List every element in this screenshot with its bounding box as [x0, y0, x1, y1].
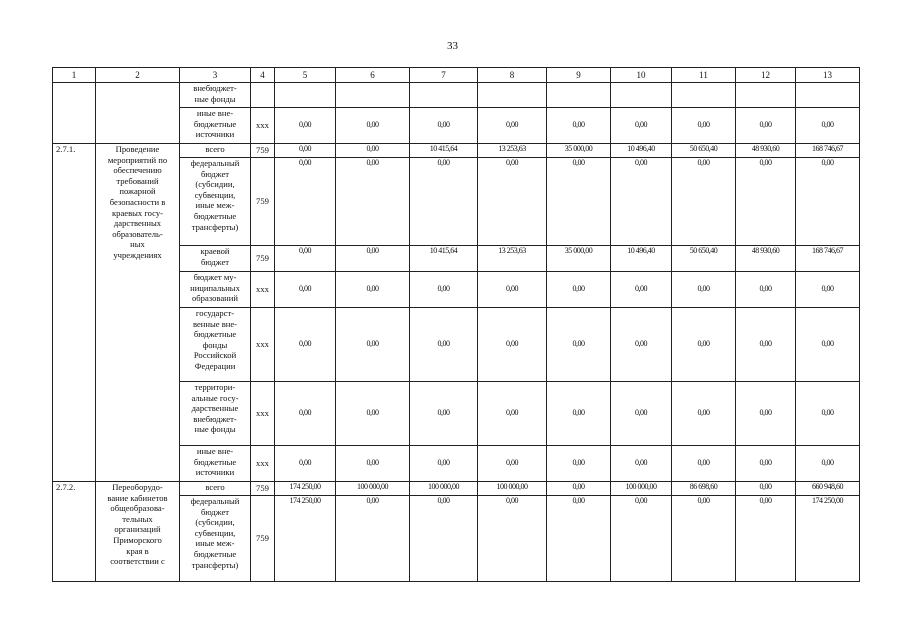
header-cell: 9	[547, 68, 611, 83]
table-row	[53, 144, 860, 158]
code-cell: xxx	[251, 308, 275, 382]
value-cell: 168 746,67	[796, 144, 860, 158]
value-cell: 35 000,00	[547, 246, 611, 272]
value-cell: 0,00	[275, 246, 336, 272]
value-cell: 0,00	[796, 108, 860, 144]
code-cell: 759	[251, 246, 275, 272]
value-cell: 0,00	[478, 382, 547, 446]
value-cell: 0,00	[336, 144, 410, 158]
header-cell: 7	[410, 68, 478, 83]
value-cell: 0,00	[410, 382, 478, 446]
value-cell: 0,00	[796, 158, 860, 246]
value-cell: 0,00	[736, 382, 796, 446]
value-cell: 0,00	[547, 482, 611, 496]
value-cell: 0,00	[672, 496, 736, 582]
value-cell: 0,00	[736, 108, 796, 144]
funding-source: всего	[180, 144, 251, 158]
funding-source: федеральный бюджет (субсидии, субвенции, иные меж- бюджетные трансферты)	[180, 496, 251, 582]
value-cell: 0,00	[736, 482, 796, 496]
funding-source: бюджет му- ниципальных образований	[180, 272, 251, 308]
value-cell: 660 948,60	[796, 482, 860, 496]
value-cell: 10 415,64	[410, 144, 478, 158]
funding-source: иные вне- бюджетные источники	[180, 446, 251, 482]
value-cell: 0,00	[336, 108, 410, 144]
code-cell: 759	[251, 496, 275, 582]
value-cell: 0,00	[410, 308, 478, 382]
value-cell: 0,00	[672, 446, 736, 482]
value-cell: 100 000,00	[611, 482, 672, 496]
value-cell: 174 250,00	[275, 496, 336, 582]
value-cell: 0,00	[478, 158, 547, 246]
value-cell: 0,00	[275, 272, 336, 308]
value-cell: 0,00	[672, 158, 736, 246]
value-cell: 0,00	[547, 382, 611, 446]
value-cell: 0,00	[478, 108, 547, 144]
empty-cell	[53, 83, 96, 144]
value-cell: 0,00	[410, 446, 478, 482]
funding-source: краевой бюджет	[180, 246, 251, 272]
header-cell: 8	[478, 68, 547, 83]
value-cell: 0,00	[336, 496, 410, 582]
funding-source: территори- альные госу- дарственные внебюджет- ные фонды	[180, 382, 251, 446]
value-cell: 10 496,40	[611, 144, 672, 158]
value-cell: 0,00	[736, 158, 796, 246]
value-cell: 0,00	[796, 382, 860, 446]
value-cell: 48 930,60	[736, 246, 796, 272]
value-cell: 0,00	[478, 272, 547, 308]
value-cell: 0,00	[611, 108, 672, 144]
value-cell: 100 000,00	[478, 482, 547, 496]
value-cell: 0,00	[547, 272, 611, 308]
value-cell: 0,00	[336, 158, 410, 246]
value-cell: 0,00	[736, 272, 796, 308]
value-cell	[796, 83, 860, 108]
value-cell: 0,00	[275, 108, 336, 144]
value-cell: 0,00	[672, 272, 736, 308]
code-cell: 759	[251, 482, 275, 496]
budget-table	[52, 67, 860, 582]
header-cell: 12	[736, 68, 796, 83]
value-cell: 0,00	[547, 108, 611, 144]
value-cell: 10 415,64	[410, 246, 478, 272]
value-cell: 100 000,00	[336, 482, 410, 496]
value-cell: 86 698,60	[672, 482, 736, 496]
value-cell	[547, 83, 611, 108]
value-cell	[275, 83, 336, 108]
value-cell: 0,00	[611, 496, 672, 582]
empty-cell	[96, 83, 180, 144]
value-cell: 0,00	[796, 446, 860, 482]
value-cell: 0,00	[736, 446, 796, 482]
value-cell: 0,00	[547, 158, 611, 246]
page-number: 33	[447, 40, 458, 52]
funding-source: иные вне- бюджетные источники	[180, 108, 251, 144]
code-cell: xxx	[251, 108, 275, 144]
value-cell: 0,00	[672, 308, 736, 382]
value-cell: 0,00	[547, 308, 611, 382]
value-cell: 0,00	[672, 108, 736, 144]
value-cell: 100 000,00	[410, 482, 478, 496]
section-number: 2.7.1.	[53, 144, 96, 482]
value-cell: 0,00	[336, 308, 410, 382]
code-cell: 759	[251, 158, 275, 246]
value-cell	[336, 83, 410, 108]
value-cell: 0,00	[478, 308, 547, 382]
code-cell: xxx	[251, 272, 275, 308]
value-cell: 0,00	[796, 308, 860, 382]
code-cell: 759	[251, 144, 275, 158]
value-cell: 0,00	[547, 496, 611, 582]
value-cell: 0,00	[336, 272, 410, 308]
value-cell: 0,00	[275, 446, 336, 482]
value-cell: 0,00	[547, 446, 611, 482]
value-cell: 13 253,63	[478, 246, 547, 272]
value-cell: 174 250,00	[275, 482, 336, 496]
value-cell: 0,00	[410, 272, 478, 308]
value-cell: 0,00	[611, 446, 672, 482]
header-cell: 11	[672, 68, 736, 83]
value-cell: 168 746,67	[796, 246, 860, 272]
value-cell: 0,00	[275, 144, 336, 158]
header-cell: 3	[180, 68, 251, 83]
value-cell: 0,00	[796, 272, 860, 308]
value-cell: 13 253,63	[478, 144, 547, 158]
value-cell: 0,00	[336, 382, 410, 446]
header-cell: 13	[796, 68, 860, 83]
header-cell: 4	[251, 68, 275, 83]
value-cell: 50 650,40	[672, 246, 736, 272]
value-cell: 0,00	[672, 382, 736, 446]
value-cell: 35 000,00	[547, 144, 611, 158]
value-cell	[410, 83, 478, 108]
value-cell	[672, 83, 736, 108]
header-cell: 1	[53, 68, 96, 83]
header-cell: 5	[275, 68, 336, 83]
value-cell: 0,00	[478, 446, 547, 482]
value-cell	[478, 83, 547, 108]
value-cell	[736, 83, 796, 108]
value-cell: 174 250,00	[796, 496, 860, 582]
funding-source: государст- венные вне- бюджетные фонды Российской Федерации	[180, 308, 251, 382]
value-cell: 0,00	[410, 108, 478, 144]
value-cell: 0,00	[611, 382, 672, 446]
header-cell: 6	[336, 68, 410, 83]
table-row	[53, 482, 860, 496]
value-cell: 0,00	[611, 308, 672, 382]
section-number: 2.7.2.	[53, 482, 96, 582]
value-cell: 50 650,40	[672, 144, 736, 158]
value-cell: 0,00	[410, 496, 478, 582]
header-row	[53, 68, 860, 83]
header-cell: 10	[611, 68, 672, 83]
funding-source: всего	[180, 482, 251, 496]
value-cell: 48 930,60	[736, 144, 796, 158]
value-cell: 0,00	[736, 308, 796, 382]
value-cell: 0,00	[275, 308, 336, 382]
section-title: Проведение мероприятий по обеспечению требований пожарной безопасности в краевых госу- дарственных образователь- ных учреждениях	[96, 144, 180, 482]
funding-source: внебюджет- ные фонды	[180, 83, 251, 108]
value-cell	[611, 83, 672, 108]
funding-source: федеральный бюджет (субсидии, субвенции, иные меж- бюджетные трансферты)	[180, 158, 251, 246]
header-cell: 2	[96, 68, 180, 83]
value-cell: 0,00	[478, 496, 547, 582]
value-cell: 0,00	[336, 246, 410, 272]
section-title: Переоборудо- вание кабинетов общеобразова- тельных организаций Приморского края в соответствии с	[96, 482, 180, 582]
code-cell	[251, 83, 275, 108]
code-cell: xxx	[251, 382, 275, 446]
value-cell: 0,00	[410, 158, 478, 246]
value-cell: 0,00	[275, 158, 336, 246]
value-cell: 10 496,40	[611, 246, 672, 272]
value-cell: 0,00	[736, 496, 796, 582]
code-cell: xxx	[251, 446, 275, 482]
value-cell: 0,00	[611, 158, 672, 246]
value-cell: 0,00	[336, 446, 410, 482]
value-cell: 0,00	[611, 272, 672, 308]
table-row	[53, 83, 860, 108]
value-cell: 0,00	[275, 382, 336, 446]
